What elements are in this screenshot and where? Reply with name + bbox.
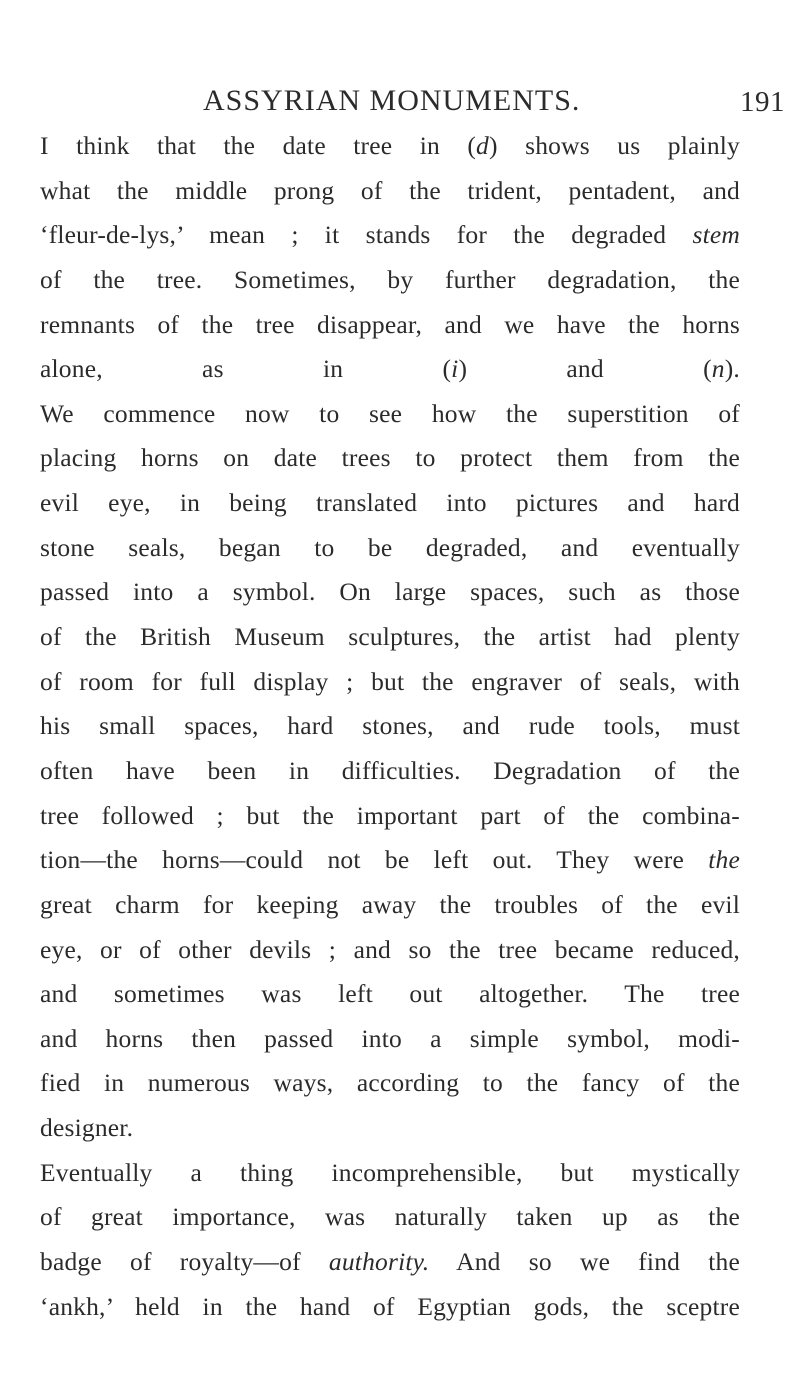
text-segment: Eventually a thing incomprehensible, but mystically — [40, 1157, 740, 1187]
text-line — [40, 838, 740, 883]
text-line — [40, 169, 740, 214]
text-segment: ) and ( — [458, 354, 712, 384]
text-line — [40, 704, 740, 749]
text-line — [40, 347, 740, 392]
text-line — [40, 660, 740, 705]
text-segment: eye, or of other devils ; and so the tree became reduced, — [40, 934, 740, 964]
text-segment: and sometimes was left out altogether. The tree — [40, 979, 740, 1009]
text-segment: fied in numerous ways, according to the fancy of the — [40, 1068, 740, 1098]
text-line — [40, 392, 740, 437]
italic-text: stem — [692, 220, 740, 250]
text-segment: badge of royalty—of — [40, 1247, 329, 1277]
text-segment: tion—the horns—could not be left out. They were — [40, 845, 709, 875]
text-segment: of room for full display ; but the engraver of seals, with — [40, 666, 740, 696]
text-line — [40, 615, 740, 660]
paragraph — [40, 1151, 740, 1330]
running-head — [40, 84, 785, 124]
italic-text: d — [476, 131, 489, 160]
text-line — [40, 1285, 740, 1330]
text-line — [40, 124, 740, 169]
text-line — [40, 1240, 740, 1285]
text-line — [40, 1017, 740, 1062]
text-segment: passed into a symbol. On large spaces, such as those — [40, 577, 740, 607]
text-segment: what the middle prong of the trident, pentadent, and — [40, 175, 740, 205]
text-segment: great charm for keeping away the troubles of the evil — [40, 889, 740, 919]
text-segment: his small spaces, hard stones, and rude tools, must — [40, 711, 740, 741]
text-segment: alone, as in ( — [40, 354, 452, 384]
text-line — [40, 749, 740, 794]
text-segment: We commence now to see how the superstition of — [40, 398, 740, 428]
text-line — [40, 526, 740, 571]
body-text — [40, 124, 740, 1329]
text-segment: remnants of the tree disappear, and we have the horns — [40, 309, 740, 339]
text-segment: of the British Museum sculptures, the artist had plenty — [40, 622, 740, 652]
text-line — [40, 1061, 740, 1106]
text-line — [40, 1151, 740, 1196]
text-line — [40, 481, 740, 526]
text-segment: of great importance, was naturally taken up as the — [40, 1202, 740, 1232]
text-line — [40, 794, 740, 839]
text-segment: ) shows us plainly — [489, 131, 741, 160]
text-line — [40, 303, 740, 348]
text-segment: and horns then passed into a simple symbol, modi- — [40, 1023, 740, 1053]
text-line — [40, 972, 740, 1017]
text-segment: evil eye, in being translated into pictures and hard — [40, 488, 740, 518]
text-segment: ‘ankh,’ held in the hand of Egyptian gods, the sceptre — [40, 1291, 740, 1321]
text-line — [40, 436, 740, 481]
italic-text: authority. — [328, 1247, 430, 1277]
text-segment: placing horns on date trees to protect them from the — [40, 443, 740, 473]
italic-text: i — [451, 354, 459, 384]
text-line — [40, 213, 740, 258]
text-segment: ‘fleur-de-lys,’ mean ; it stands for the degraded — [40, 220, 693, 250]
text-line — [40, 1195, 740, 1240]
text-line — [40, 1106, 740, 1151]
text-segment: stone seals, began to be degraded, and eventually — [40, 532, 740, 562]
text-segment: of the tree. Sometimes, by further degradation, the — [40, 264, 740, 294]
italic-text: the — [708, 845, 740, 875]
italic-text: n — [711, 354, 725, 384]
text-segment: often have been in difficulties. Degradation of the — [40, 755, 740, 785]
text-segment: designer. — [40, 1113, 134, 1143]
paragraph — [40, 124, 740, 392]
text-line — [40, 570, 740, 615]
text-segment: And so we find the — [429, 1247, 740, 1277]
running-title: ASSYRIAN MONUMENTS. — [203, 84, 581, 117]
paragraph — [40, 392, 740, 1151]
text-segment: I think that the date tree in ( — [40, 131, 477, 160]
text-line — [40, 258, 740, 303]
text-segment: ). — [724, 354, 741, 384]
text-line — [40, 883, 740, 928]
text-segment: tree followed ; but the important part of the combina- — [40, 800, 740, 830]
page-number: 191 — [740, 86, 785, 118]
text-line — [40, 928, 740, 973]
